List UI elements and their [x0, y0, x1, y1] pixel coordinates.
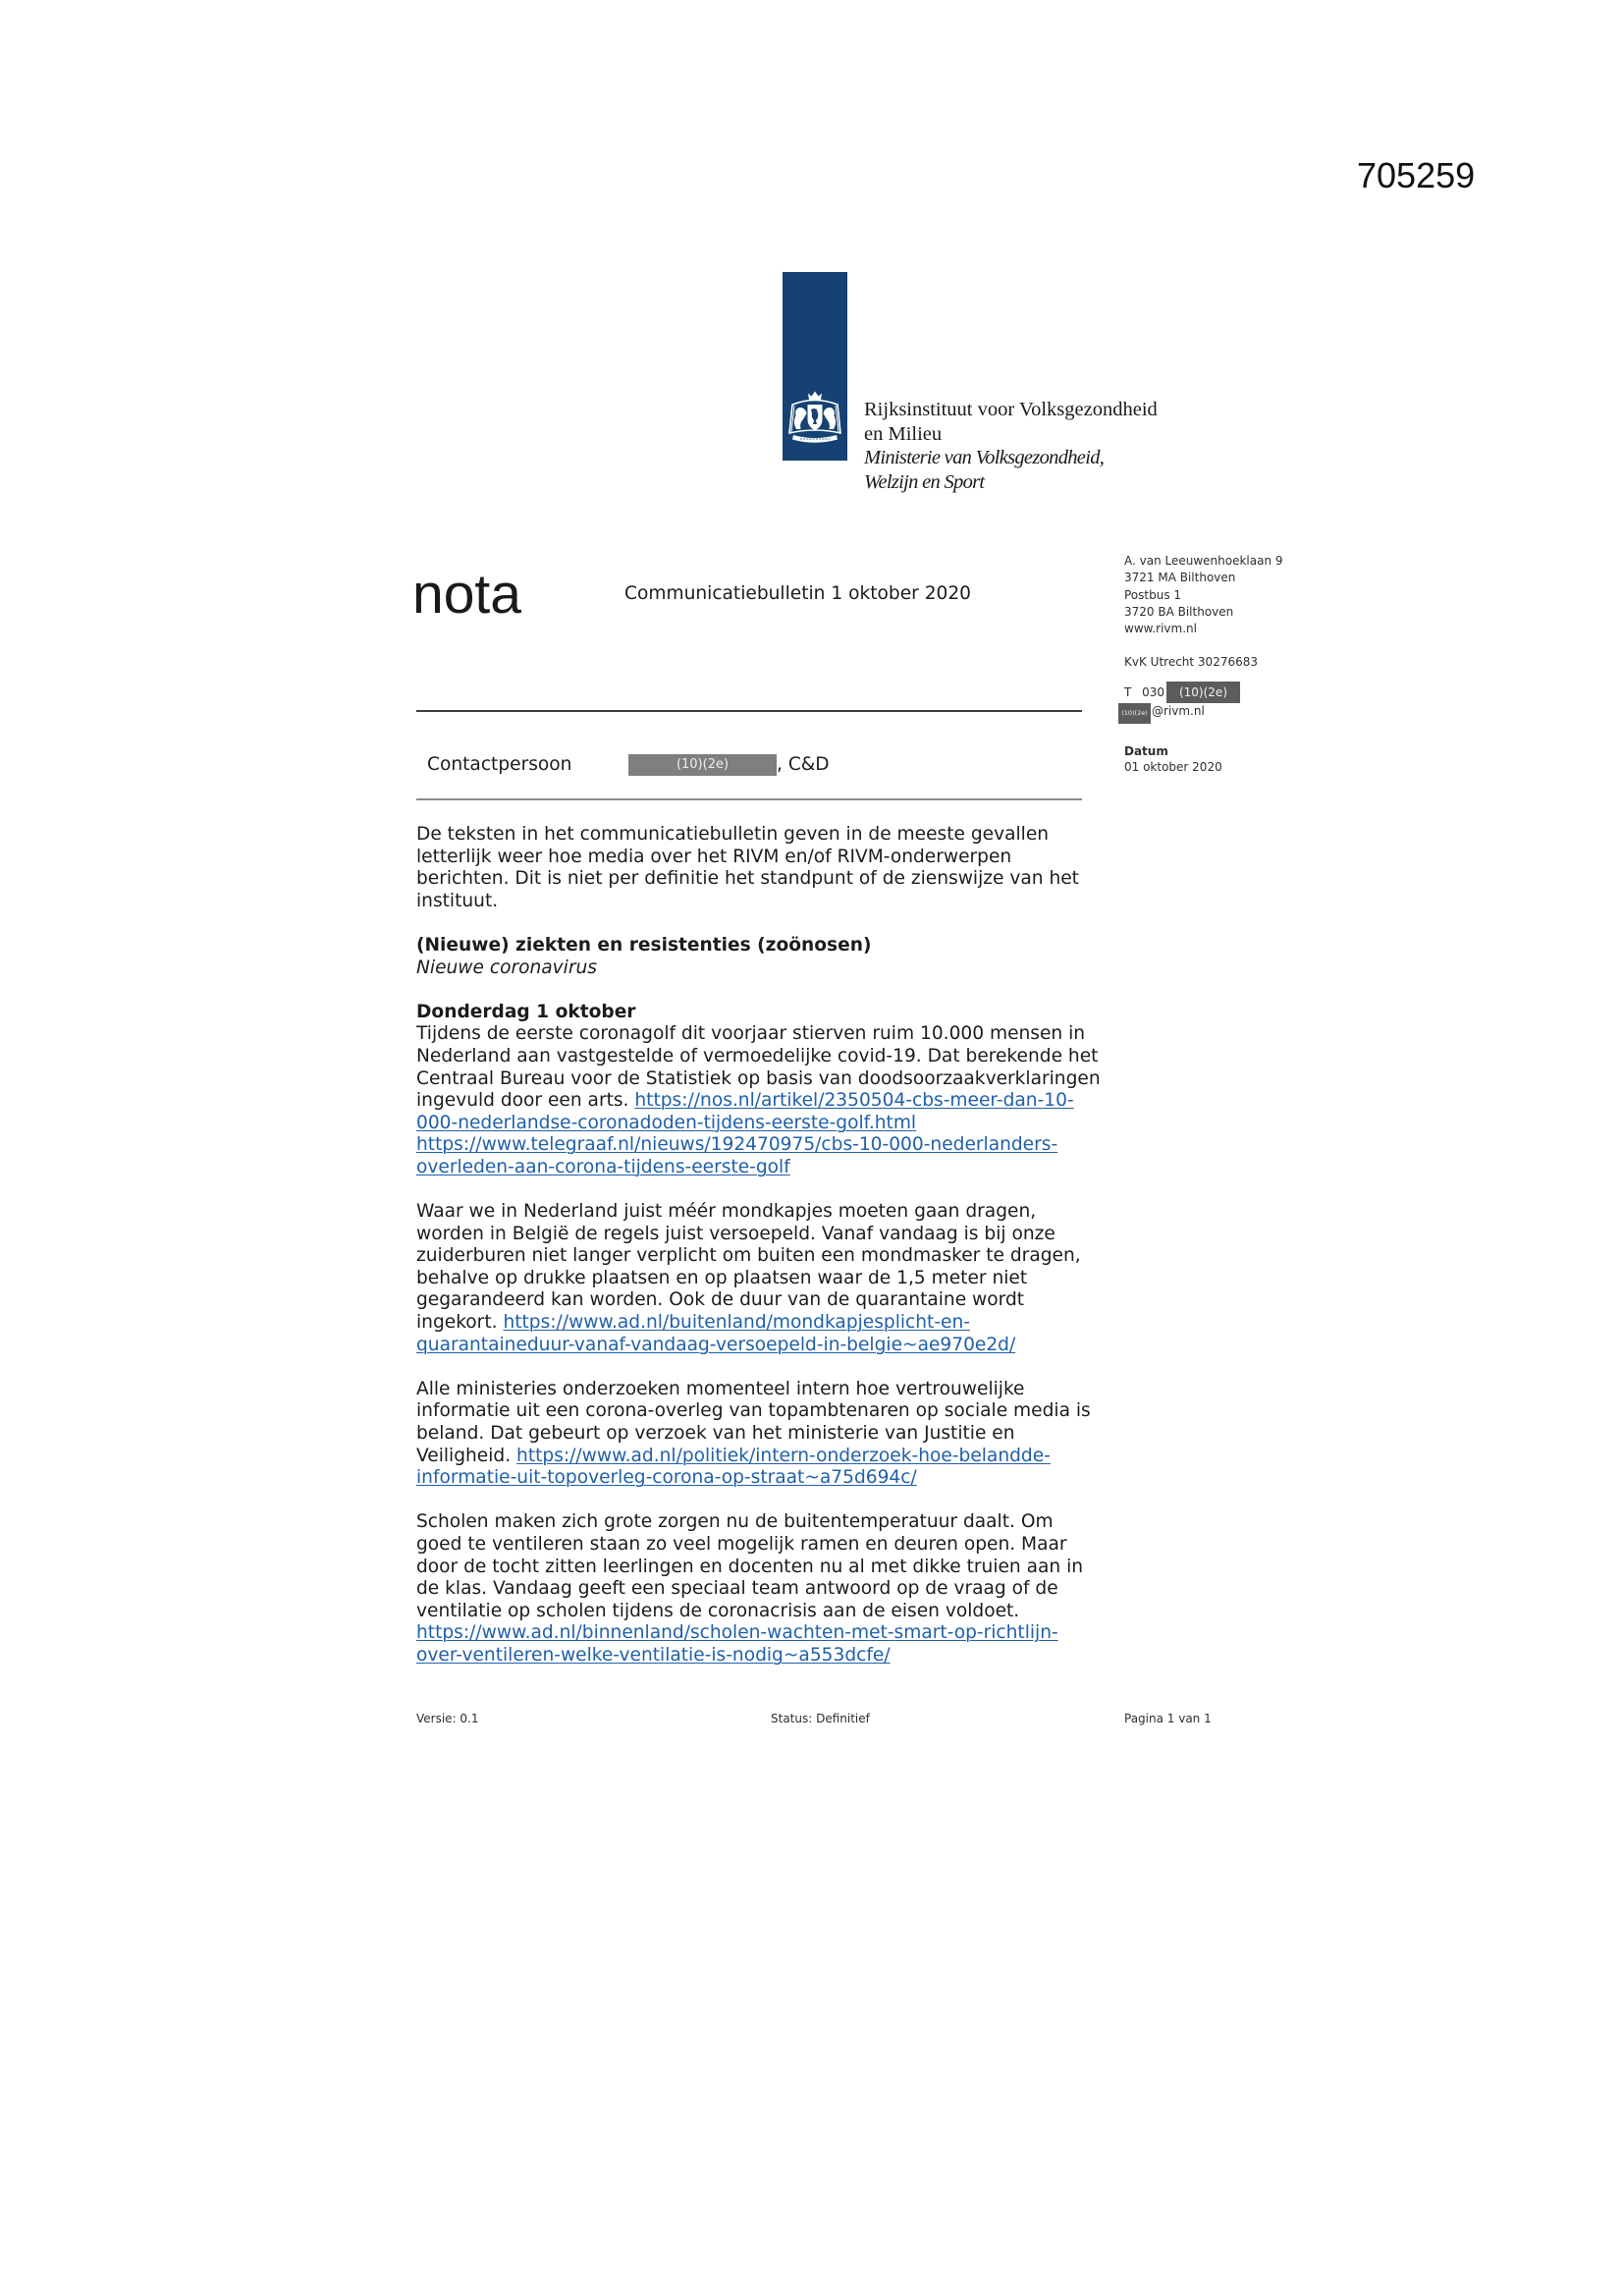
news-line — [416, 1268, 1163, 1290]
news-text: beland. Dat gebeurt op verzoek van het ministerie van Justitie en — [416, 1423, 1015, 1445]
date-label: Datum — [1124, 744, 1168, 758]
date-value: 01 oktober 2020 — [1124, 760, 1222, 774]
news-line — [416, 1423, 1163, 1446]
news-line — [416, 1511, 1163, 1534]
news-line — [416, 1557, 1163, 1579]
article-link[interactable]: informatie-uit-topoverleg-corona-op-straat~a75d694c/ — [416, 1467, 917, 1489]
phone-redaction: (10)(2e) — [1166, 682, 1240, 703]
sender-address — [1124, 553, 1283, 637]
contact-name-redaction: (10)(2e) — [628, 754, 777, 776]
news-text: Waar we in Nederland juist méér mondkapjes moeten gaan dragen, — [416, 1201, 1037, 1223]
address-postcode-city: 3721 MA Bilthoven — [1124, 571, 1236, 585]
news-text: Centraal Bureau voor de Statistiek op basis van doodsoorzaakverklaringen — [416, 1067, 1101, 1089]
logo-wordmark — [864, 398, 1158, 494]
news-line — [416, 1068, 1163, 1091]
news-text: worden in België de regels juist versoepeld. Vanaf vandaag is bij onze — [416, 1223, 1055, 1244]
news-text: ingevuld door een arts. — [416, 1090, 635, 1112]
intro-line: De teksten in het communicatiebulletin geven in de meeste gevallen — [416, 824, 1050, 845]
intro-paragraph — [416, 824, 1163, 912]
news-item — [416, 1379, 1163, 1490]
ministry-name-line-1: Ministerie van Volksgezondheid, — [864, 447, 1105, 468]
news-text: informatie uit een corona-overleg van topambtenaren op sociale media is — [416, 1400, 1091, 1422]
email-domain: @rivm.nl — [1152, 704, 1205, 718]
email-redaction: (10)(2e) — [1118, 703, 1151, 724]
news-text: Nederland aan vastgestelde of vermoedelijke covid-19. Dat berekende het — [416, 1045, 1099, 1066]
address-postbus-postcode-city: 3720 BA Bilthoven — [1124, 604, 1234, 619]
news-text: Alle ministeries onderzoeken momenteel intern hoe vertrouwelijke — [416, 1378, 1025, 1399]
footer-status: Status: Definitief — [771, 1712, 870, 1725]
news-line — [416, 1046, 1163, 1068]
news-line — [416, 1467, 1163, 1490]
news-line — [416, 1224, 1163, 1246]
intro-line: berichten. Dit is niet per definitie het standpunt of de zienswijze van het — [416, 868, 1079, 890]
news-item — [416, 1023, 1163, 1178]
institute-name-line-2: en Milieu — [864, 422, 943, 445]
document-number: 705259 — [1357, 155, 1476, 195]
news-text: ingekort. — [416, 1312, 504, 1334]
document-type: nota — [412, 563, 521, 626]
news-item — [416, 1511, 1163, 1667]
article-link[interactable]: https://www.ad.nl/binnenland/scholen-wachten-met-smart-op-richtlijn- — [416, 1622, 1058, 1644]
contact-label: Contactpersoon — [427, 754, 572, 775]
news-line — [416, 1289, 1163, 1312]
news-line — [416, 1446, 1163, 1468]
header-divider — [416, 710, 1082, 712]
article-link[interactable]: overleden-aan-corona-tijdens-eerste-golf — [416, 1156, 790, 1177]
intro-line: letterlijk weer hoe media over het RIVM en/of RIVM-onderwerpen — [416, 846, 1012, 867]
news-line — [416, 1201, 1163, 1224]
news-line — [416, 1157, 1163, 1179]
intro-line: instituut. — [416, 890, 499, 911]
section-heading: (Nieuwe) ziekten en resistenties (zoönosen) — [416, 934, 872, 956]
ministry-name-line-2: Welzijn en Sport — [864, 470, 985, 493]
news-text: Scholen maken zich grote zorgen nu de buitentemperatuur daalt. Om — [416, 1511, 1054, 1533]
news-line — [416, 1312, 1163, 1335]
kvk-number: KvK Utrecht 30276683 — [1124, 655, 1258, 669]
news-line — [416, 1534, 1163, 1557]
news-text: Tijdens de eerste coronagolf dit voorjaar stierven ruim 10.000 mensen in — [416, 1023, 1086, 1045]
contact-divider — [416, 798, 1082, 800]
news-text: zuiderburen niet langer verplicht om buiten een mondmasker te dragen, — [416, 1245, 1081, 1267]
article-link[interactable]: over-ventileren-welke-ventilatie-is-nodig~a553dcfe/ — [416, 1644, 891, 1666]
article-link[interactable]: https://www.ad.nl/politiek/intern-onderzoek-hoe-belandde- — [516, 1445, 1051, 1466]
article-link[interactable]: https://www.ad.nl/buitenland/mondkapjesplicht-en- — [503, 1312, 970, 1334]
phone-number: T 030 — [1124, 685, 1165, 699]
logo-bar — [783, 272, 847, 461]
news-text: behalve op drukke plaatsen en op plaatsen waar de 1,5 meter niet — [416, 1267, 1028, 1288]
address-postbus: Postbus 1 — [1124, 587, 1182, 602]
news-line — [416, 1113, 1163, 1135]
contact-department: , C&D — [777, 754, 830, 775]
news-text: goed te ventileren staan zo veel mogelijk ramen en deuren open. Maar — [416, 1534, 1067, 1555]
news-line — [416, 1578, 1163, 1601]
footer-version: Versie: 0.1 — [416, 1712, 479, 1725]
section-subheading: Nieuwe coronavirus — [416, 957, 597, 978]
footer-page-number: Pagina 1 van 1 — [1124, 1712, 1212, 1725]
news-text: gegarandeerd kan worden. Ook de duur van de quarantaine wordt — [416, 1289, 1025, 1311]
news-item — [416, 1201, 1163, 1356]
news-line — [416, 1622, 1163, 1645]
coat-of-arms-icon — [786, 389, 843, 448]
website-link[interactable]: www.rivm.nl — [1124, 622, 1197, 636]
section-header — [416, 935, 1163, 979]
news-text: de klas. Vandaag geeft een speciaal team antwoord op de vraag of de — [416, 1578, 1058, 1600]
news-line — [416, 1023, 1163, 1046]
news-line — [416, 1379, 1163, 1401]
article-link[interactable]: https://nos.nl/artikel/2350504-cbs-meer-dan-10- — [634, 1090, 1074, 1112]
article-link[interactable]: 000-nederlandse-coronadoden-tijdens-eerste-golf.html — [416, 1112, 917, 1133]
day-heading: Donderdag 1 oktober — [416, 1001, 636, 1022]
bulletin-body — [416, 824, 1163, 1667]
article-link[interactable]: https://www.telegraaf.nl/nieuws/192470975/cbs-10-000-nederlanders- — [416, 1134, 1058, 1156]
news-text: door de tocht zitten leerlingen en docenten nu al met dikke truien aan in — [416, 1556, 1084, 1577]
news-line — [416, 1335, 1163, 1357]
news-line — [416, 1400, 1163, 1423]
news-line — [416, 1245, 1163, 1268]
address-street: A. van Leeuwenhoeklaan 9 — [1124, 554, 1283, 568]
news-text: ventilatie op scholen tijdens de coronacrisis aan de eisen voldoet. — [416, 1600, 1020, 1621]
day-block — [416, 1002, 1163, 1667]
news-list — [416, 1023, 1163, 1667]
news-line — [416, 1090, 1163, 1113]
document-subject: Communicatiebulletin 1 oktober 2020 — [624, 583, 972, 604]
news-line — [416, 1645, 1163, 1667]
news-text: Veiligheid. — [416, 1445, 517, 1466]
article-link[interactable]: quarantaineduur-vanaf-vandaag-versoepeld-in-belgie~ae970e2d/ — [416, 1334, 1016, 1355]
news-line — [416, 1134, 1163, 1157]
news-line — [416, 1601, 1163, 1623]
institute-name-line-1: Rijksinstituut voor Volksgezondheid — [864, 399, 1158, 420]
